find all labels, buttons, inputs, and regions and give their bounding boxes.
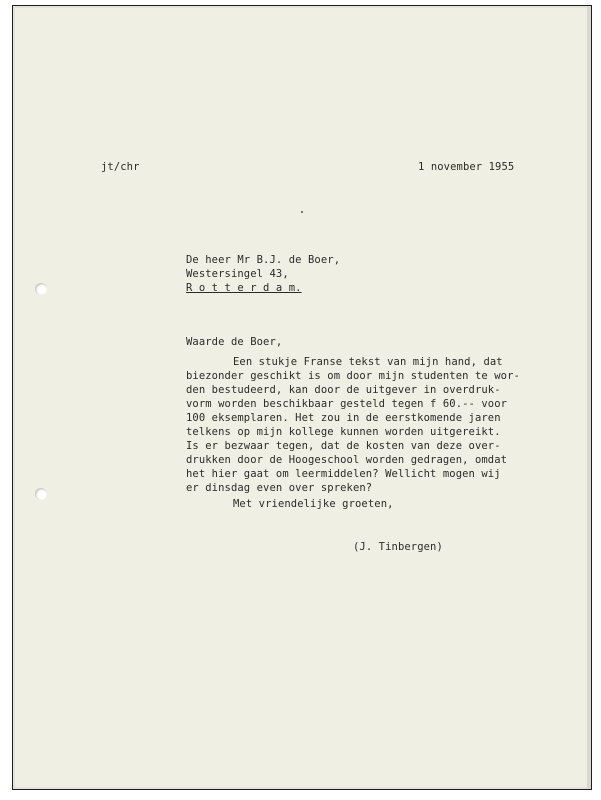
- page-edge: [587, 6, 591, 789]
- letter-page: [12, 5, 592, 790]
- address-line-2: Westersingel 43,: [186, 268, 289, 280]
- body-line: het hier gaat om leermiddelen? Wellicht mogen wij: [186, 468, 501, 480]
- address-line-1: De heer Mr B.J. de Boer,: [186, 254, 341, 266]
- body-line: 100 eksemplaren. Het zou in de eerstkomende jaren: [186, 412, 501, 424]
- punch-hole-top: [35, 283, 47, 295]
- body-line: vorm worden beschikbaar gesteld tegen f 60.-- voor: [186, 398, 508, 410]
- salutation: Waarde de Boer,: [186, 336, 283, 348]
- body-line: telkens op mijn kollege kunnen worden uitgereikt.: [186, 426, 501, 438]
- body-line: Een stukje Franse tekst van mijn hand, dat: [233, 356, 503, 368]
- body-line: drukken door de Hoogeschool worden gedragen, omdat: [186, 454, 508, 466]
- body-line: den bestudeerd, kan door de uitgever in overdruk-: [186, 384, 501, 396]
- signature: (J. Tinbergen): [353, 541, 443, 553]
- address-city: R o t t e r d a m.: [186, 282, 302, 294]
- body-line: Is er bezwaar tegen, dat de kosten van deze over-: [186, 440, 501, 452]
- body-line: er dinsdag even over spreken?: [186, 482, 373, 494]
- closing: Met vriendelijke groeten,: [233, 498, 394, 510]
- body-line: biezonder geschikt is om door mijn studenten te wor-: [186, 370, 520, 382]
- punch-hole-bottom: [35, 488, 47, 500]
- ink-speck: [301, 211, 303, 213]
- letter-date: 1 november 1955: [418, 161, 515, 173]
- reference-code: jt/chr: [101, 161, 140, 173]
